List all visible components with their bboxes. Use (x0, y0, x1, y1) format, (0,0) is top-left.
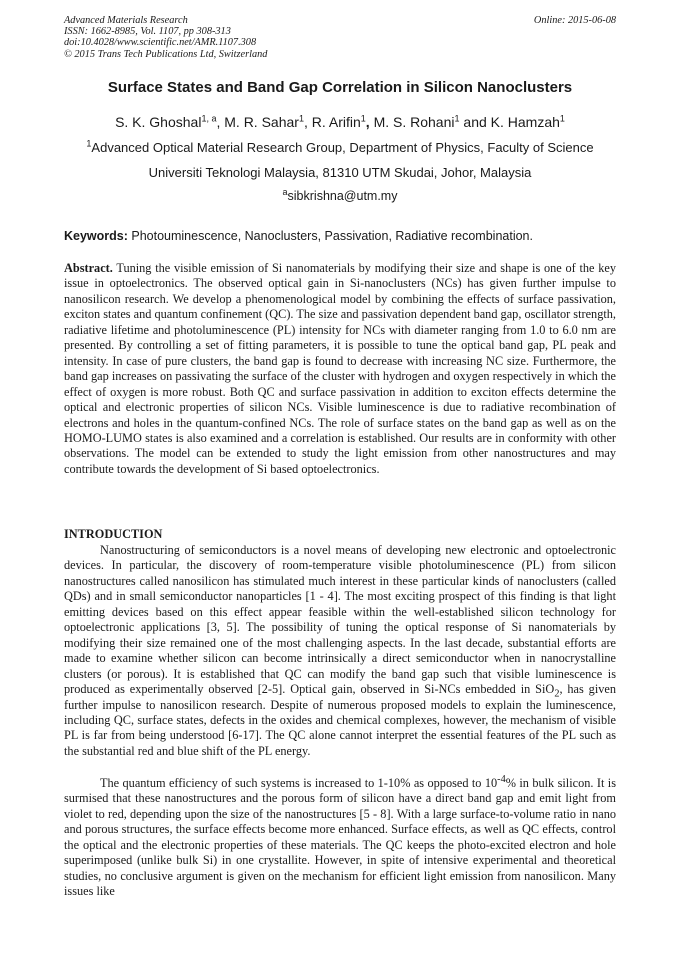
affiliation-line-2: Universiti Teknologi Malaysia, 81310 UTM Skudai, Johor, Malaysia (148, 165, 532, 180)
author-name: K. Hamzah (490, 114, 560, 130)
affiliation-mark: 1 (86, 138, 92, 149)
author-affiliation-mark: 1 (454, 113, 460, 124)
doi-line: doi:10.4028/www.scientific.net/AMR.1107.308 (64, 37, 257, 49)
author-email (64, 186, 616, 203)
author-list (64, 114, 616, 130)
paragraph-text: Nanostructuring of semiconductors is a novel means of developing new electronic and optoelectronic devices. In particular, the discovery of room-temperature visible photoluminescence (PL) from silicon nanostructures called nanosilicon has stimulated much interest in these particular kinds of nanoclusters (called QDs) and in small semiconductor nanoparticles [1 - 4]. The most exciting prospect of this finding is that light emitting devices based on this effect appear feasible within the well-established silicon technology for optoelectronic applications [3, 5]. The possibility of tuning the optical response of Si nanomaterials by modifying their size remained one of the most challenging aspects. In the last decade, substantial efforts are made to examine whether silicon can become intrinsically a direct semiconductor when in nanocrystalline clusters (or porous). It is established that QC can modify the band gap such that visible luminescence is produced as experimentally observed [2-5]. Optical gain, observed in Si-NCs embedded in SiO (64, 543, 616, 697)
affiliation-text: Advanced Optical Material Research Group, Department of Physics, Faculty of Science (91, 140, 594, 155)
paragraph-text: , has given further impulse to nanosilicon research. Despite of numerous proposed models to explain the luminescence, including QC, surface states, defects in the oxides and chemical complexes, however, the mechanism of visible PL is far from being understood [6-17]. The QC alone cannot interpret the essential features of the PL such as the substantial red and blue shift of the PL energy. (64, 682, 617, 758)
affiliation-line-1 (64, 140, 616, 155)
author-affiliation-mark: 1 (559, 113, 565, 124)
email-address: sibkrishna@utm.my (287, 189, 398, 203)
author-name: S. K. Ghoshal (115, 114, 202, 130)
keywords-text: Photouminescence, Nanoclusters, Passivation, Radiative recombination. (127, 229, 533, 243)
author-separator: , (303, 114, 312, 130)
section-heading-introduction: INTRODUCTION (64, 527, 163, 541)
email-mark: a (282, 186, 288, 197)
keywords (64, 229, 616, 243)
intro-paragraph-1 (64, 543, 616, 759)
author-name: M. S. Rohani (373, 114, 455, 130)
abstract-text: Tuning the visible emission of Si nanomaterials by modifying their size and shape is one of the key issue in optoelectronics. The observed optical gain in Si-nanoclusters (NCs) has given further impulse to nanosilicon research. We develop a phenomenological model by combining the effects of surface passivation, exciton states and quantum confinement (QC). The size and passivation dependent band gap, oscillator strength, radiative lifetime and photoluminescence (PL) intensity for NCs with diameter ranging from 1.0 to 6.0 nm are presented. By controlling a set of fitting parameters, it is possible to tune the optical band gap, PL peak and intensity. In case of pure clusters, the band gap is found to decrease with increasing NC size. Furthermore, the band gap increases on passivating the surface of the cluster with hydrogen and oxygen respectively in which the effect of oxygen is more robust. Both QC and surface passivation in addition to exciton effects determine the optical and electronic properties of silicon NCs. Visible luminescence is due to radiative recombination of electrons and holes in the quantum-confined NCs. The role of surface states on the band gap as well as on the HOMO-LUMO states is also examined and a correlation is established. Our results are in conformity with other observations. The model can be extended to study the light emission from other nanostructures and may contribute towards the development of Si based optoelectronics. (64, 261, 616, 476)
author-affiliation-mark: 1 (360, 113, 366, 124)
issn-line: ISSN: 1662-8985, Vol. 1107, pp 308-313 (64, 26, 231, 38)
author-name: M. R. Sahar (224, 114, 299, 130)
intro-paragraph-2 (64, 773, 616, 900)
keywords-label: Keywords: (64, 229, 128, 243)
abstract-label: Abstract. (64, 261, 113, 275)
superscript: -4 (497, 773, 506, 785)
paper-title: Surface States and Band Gap Correlation in Silicon Nanoclusters (107, 79, 573, 96)
journal-name: Advanced Materials Research (64, 15, 188, 26)
paragraph-text: The quantum efficiency of such systems is increased to 1-10% as opposed to 10 (100, 776, 498, 790)
online-date: Online: 2015-06-08 (533, 15, 616, 26)
abstract (64, 261, 616, 477)
author-affiliation-mark: 1, a (201, 113, 217, 124)
author-separator: , (365, 114, 374, 130)
journal-header (64, 15, 616, 60)
copyright-line: © 2015 Trans Tech Publications Ltd, Switzerland (64, 48, 268, 60)
author-affiliation-mark: 1 (298, 113, 304, 124)
author-separator: and (459, 114, 491, 130)
subscript: 2 (554, 688, 560, 700)
author-separator: , (216, 114, 225, 130)
paragraph-text: % in bulk silicon. It is surmised that these nanostructures and the porous form of silicon have a direct band gap and emit light from violet to red, depending upon the size of the nanostructures [5 - 8]. With a large surface-to-volume ratio in nano and porous structures, the surface effects become more enhanced. Surface effects, as well as QC effects, control the optical and the electronic properties of these materials. The QC keeps the photo-excited electron and hole superimposed (unlike bulk Si) in one crystallite. However, in spite of intensive experimental and theoretical studies, no conclusive argument is given on the mechanism for efficient light emission from nanosilicon. Many issues like (64, 776, 616, 899)
author-name: R. Arifin (311, 114, 361, 130)
